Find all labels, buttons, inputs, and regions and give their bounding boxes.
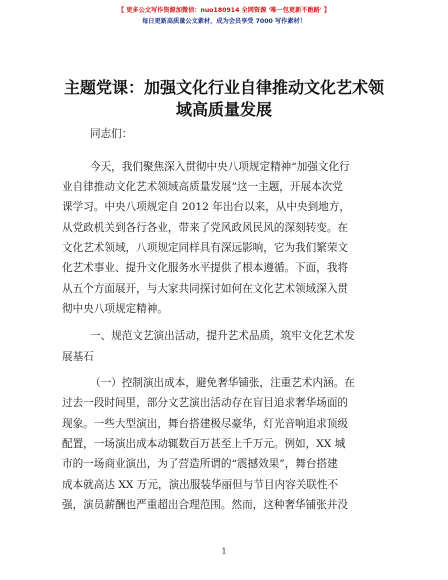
page-number: 1 — [221, 547, 227, 556]
body-line-3: 课学习。中央八项规定自 2012 年出台以来，从中央到地方， — [62, 201, 350, 213]
body-line-12: 配置，一场演出成本动辄数百万甚至上千万元。例如，XX 城 — [62, 438, 346, 450]
body-line-4: 从党政机关到各行各业，带来了党风政风民风的深刻转变。在 — [62, 222, 349, 234]
body-line-6: 化艺术事业、提升文化服务水平提供了根本遵循。下面，我将 — [62, 262, 349, 274]
body-line-15: 强，演员薪酬也严重超出合理范围。然而，这种奢华铺张并没 — [62, 499, 349, 511]
promo-header-line-1: 【 更多公文写作资源加微信：nuo180914 全网资源 '唯一包更新不跑路' 】 — [117, 7, 331, 14]
body-line-7: 从五个方面展开，与大家共同探讨如何在文化艺术领域深入贯 — [62, 283, 349, 295]
promo-header-line-2: 每日更新高质量公文素材，成为会员享受 7000 写作素材！ — [142, 18, 306, 25]
body-line-14: 成本就高达 XX 万元，演出服装华丽但与节目内容关联性不 — [62, 479, 339, 491]
greeting: 同志们： — [90, 128, 133, 140]
body-line-2: 业自律推动文化艺术领域高质量发展”这一主题，开展本次党 — [62, 181, 343, 193]
section-heading-line-2: 展基石 — [62, 351, 94, 363]
body-line-9: （一）控制演出成本，避免奢华铺张，注重艺术内涵。在 — [90, 377, 355, 389]
body-line-11: 现象。一些大型演出，舞台搭建极尽豪华，灯光音响追求顶级 — [62, 418, 349, 430]
section-heading-line-1: 一、规范文艺演出活动，提升艺术品质，筑牢文化艺术发 — [90, 330, 355, 342]
body-line-10: 过去一段时间里，部分文艺演出活动存在盲目追求奢华场面的 — [62, 397, 349, 409]
body-line-13: 市的一场商业演出，为了营造所谓的“震撼效果”，舞台搭建 — [62, 458, 338, 470]
body-line-5: 文化艺术领域，八项规定同样具有深远影响，它为我们繁荣文 — [62, 242, 349, 254]
document-title: 主题党课：加强文化行业自律推动文化艺术领域高质量发展 — [63, 78, 384, 119]
body-line-8: 彻中央八项规定精神。 — [62, 303, 168, 315]
body-line-1: 今天，我们聚焦深入贯彻中央八项规定精神“加强文化行 — [90, 161, 350, 173]
